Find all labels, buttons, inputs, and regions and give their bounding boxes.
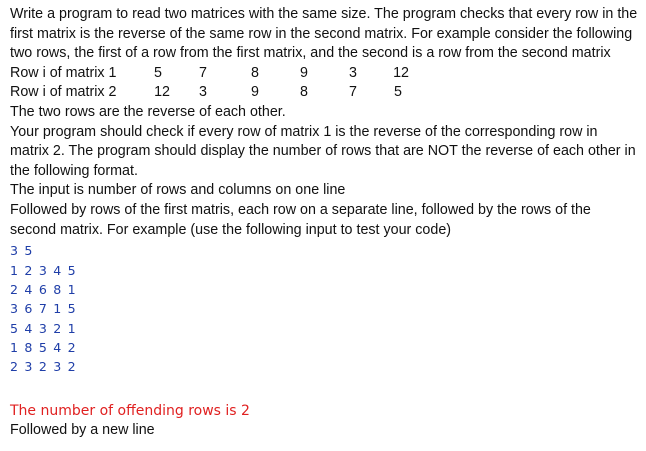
sample-input	[10, 241, 638, 377]
input-format-paragraph: Followed by rows of the first matris, each row on a separate line, followed by the rows of the second matrix. For example (use the following input to test your code)	[10, 201, 591, 238]
sample-input-line: 1 8 5 4 2	[10, 340, 77, 356]
intro-paragraph: Write a program to read two matrices with the same size. The program checks that every row in the first matrix is the reverse of the same row in the second matrix. For example consider the following two rows, the first of a row from the first matrix, and the second is a row from the second matrix	[10, 6, 638, 62]
example-row-matrix-2	[10, 83, 638, 103]
sample-input-line: 5 4 3 2 1	[10, 320, 77, 336]
row-value: 9	[300, 64, 308, 81]
trailer-note: Followed by a new line	[10, 421, 155, 438]
sample-input-line: 3 6 7 1 5	[10, 301, 77, 317]
sample-input-line: 2 3 2 3 2	[10, 359, 77, 375]
example-row-matrix-1	[10, 64, 638, 84]
row-value: 12	[154, 84, 170, 101]
row-value: 3	[349, 64, 357, 81]
row-value: 9	[251, 84, 259, 101]
row-value: 8	[251, 64, 259, 81]
sample-input-line: 1 2 3 4 5	[10, 262, 77, 278]
sample-input-line: 2 4 6 8 1	[10, 281, 77, 297]
problem-statement	[10, 5, 638, 440]
row-value: 5	[394, 84, 402, 101]
row-value: 3	[199, 84, 207, 101]
row-label: Row i of matrix 2	[10, 84, 117, 101]
reverse-note: The two rows are the reverse of each other.	[10, 103, 286, 120]
sample-output: The number of offending rows is 2	[10, 402, 250, 419]
row-value: 8	[300, 84, 308, 101]
row-value: 7	[349, 84, 357, 101]
row-value: 12	[393, 64, 409, 81]
row-label: Row i of matrix 1	[10, 64, 117, 81]
input-format-line: The input is number of rows and columns on one line	[10, 182, 346, 199]
row-value: 7	[199, 64, 207, 81]
row-value: 5	[154, 64, 162, 81]
sample-input-line: 3 5	[10, 243, 34, 259]
task-paragraph: Your program should check if every row of matrix 1 is the reverse of the corresponding row in matrix 2. The program should display the number of rows that are NOT the reverse of each other in the following format.	[10, 123, 636, 179]
